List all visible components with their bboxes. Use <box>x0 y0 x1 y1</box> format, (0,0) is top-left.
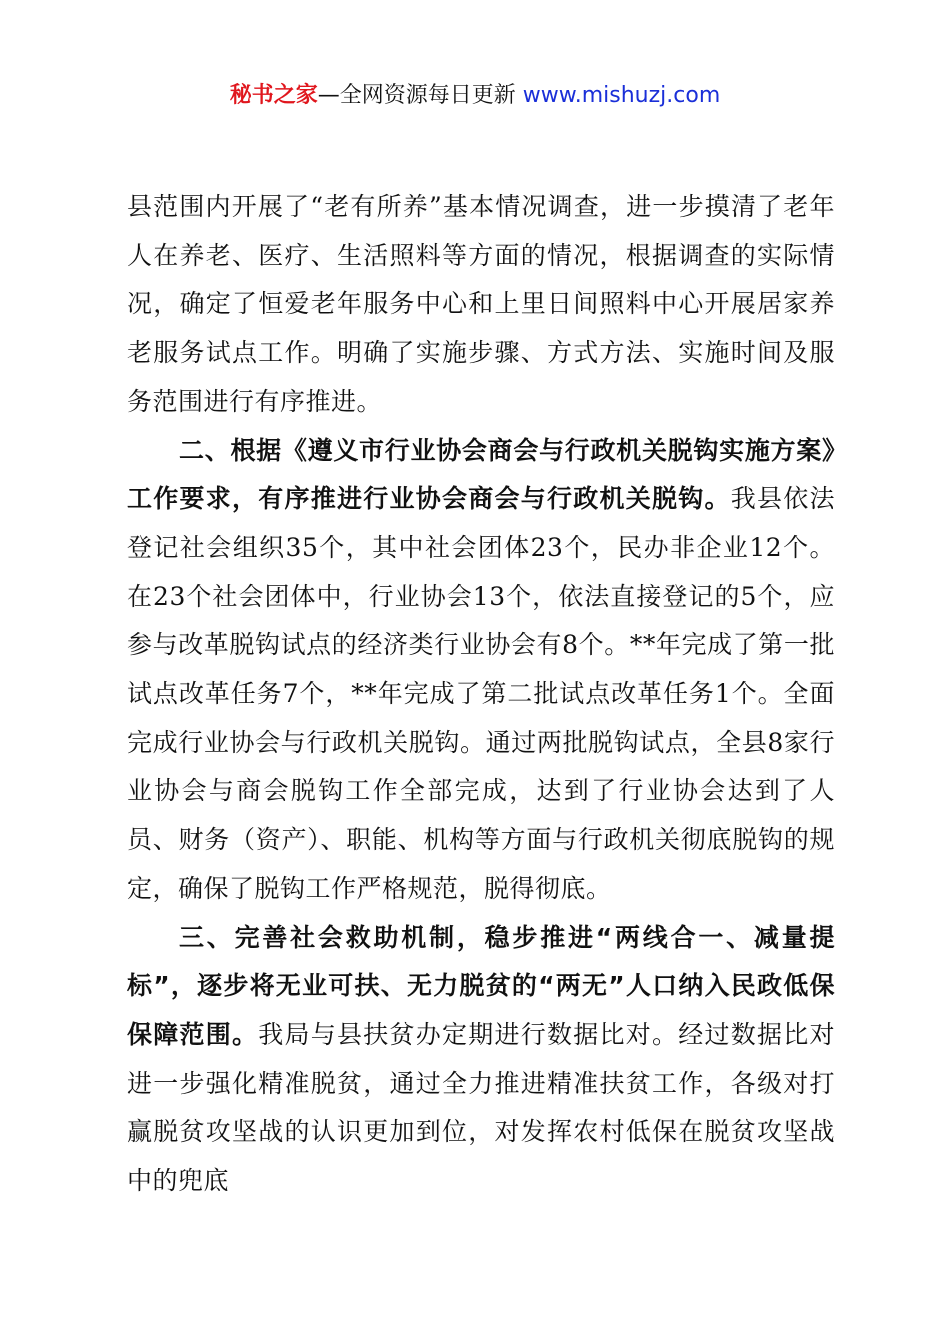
paragraph-text: 我县依法登记社会组织35个，其中社会团体23个，民办非企业12个。在23个社会团体中，行业协会13个，依法直接登记的5个，应参与改革脱钩试点的经济类行业协会有8个。**年完成了第一批试点改革任务7个，**年完成了第二批试点改革任务1个。全面完成行业协会与行政机关脱钩。通过两批脱钩试点，全县8家行业协会与商会脱钩工作全部完成，达到了行业协会达到了人员、财务（资产）、职能、机构等方面与行政机关彻底脱钩的规定，确保了脱钩工作严格规范，脱得彻底。 <box>127 484 835 903</box>
section-heading: 二、根据《遵义市行业协会商会与行政机关脱钩实施方案》工作要求，有序推进行业协会商会与行政机关脱钩。 <box>127 435 835 514</box>
site-header <box>0 80 950 112</box>
section-heading: 三、完善社会救助机制，稳步推进“两线合一、减量提标”，逐步将无业可扶、无力脱贫的“两无”人口纳入民政低保保障范围。 <box>127 922 835 1049</box>
paragraph-section-three <box>127 914 835 1206</box>
site-url-link[interactable]: www.mishuzj.com <box>522 83 721 108</box>
paragraph-text: 县范围内开展了“老有所养”基本情况调查，进一步摸清了老年人在养老、医疗、生活照料等方面的情况，根据调查的实际情况，确定了恒爱老年服务中心和上里日间照料中心开展居家养老服务试点工作。明确了实施步骤、方式方法、实施时间及服务范围进行有序推进。 <box>127 192 835 416</box>
paragraph-section-two <box>127 427 835 914</box>
paragraph-continued <box>127 183 835 427</box>
site-tagline: —全网资源每日更新 <box>317 83 523 108</box>
site-brand: 秘书之家 <box>229 83 318 108</box>
document-body <box>127 183 835 1206</box>
paragraph-text: 我局与县扶贫办定期进行数据比对。经过数据比对进一步强化精准脱贫，通过全力推进精准扶贫工作，各级对打赢脱贫攻坚战的认识更加到位，对发挥农村低保在脱贫攻坚战中的兜底 <box>127 1019 835 1196</box>
